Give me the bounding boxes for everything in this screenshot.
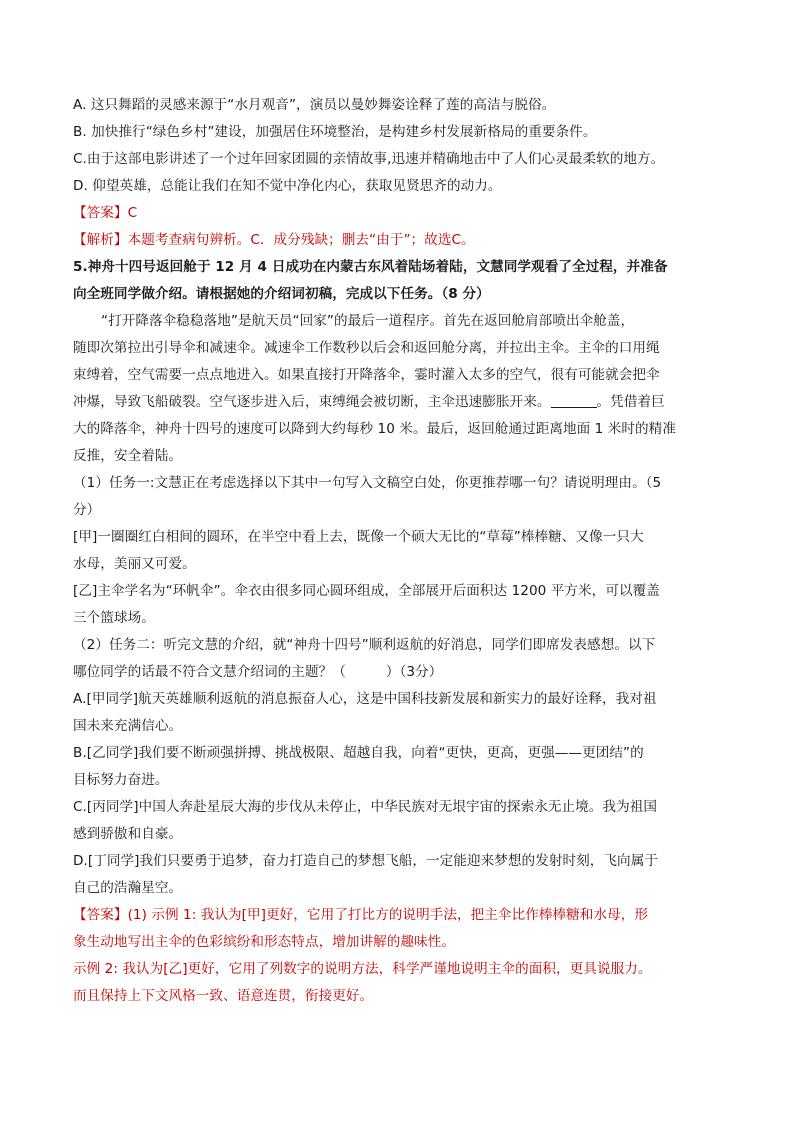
answer-prev — [73, 200, 713, 227]
fill-blank — [551, 393, 597, 408]
task-2-line2 — [73, 659, 713, 686]
analysis-prev — [73, 227, 713, 254]
option-jia-line2: 水母，美丽又可爱。 — [73, 556, 196, 572]
option-d-line1: D.[丁同学]我们只要勇于追梦，奋力打造自己的梦想飞船，一定能迎来梦想的发射时刻，飞向属于 — [73, 853, 658, 869]
passage-line: 随即次第拉出引导伞和减速伞。减速伞工作数秒以后会和返回舱分离，并拉出主伞。主伞的口用绳 — [73, 340, 660, 356]
passage-line: 大的降落伞，神舟十四号的速度可以降到大约每秒 10 米。最后，返回舱通过距离地面 1 米时的精准 — [73, 421, 676, 437]
task-1-line2: 分） — [73, 502, 101, 518]
answer-q5-line1 — [73, 902, 713, 929]
task-2-score: ）（3分） — [385, 664, 443, 680]
option-b-line2: 目标努力奋进。 — [73, 772, 169, 788]
analysis-text: 本题考查病句辨析。C．成分残缺；删去“由于”；故选C。 — [127, 232, 475, 248]
answer-q5-line4: 而且保持上下文风格一致、语意连贯，衔接更好。 — [73, 988, 374, 1004]
option-yi-line1: [乙]主伞学名为“环帆伞”。伞衣由很多同心圆环组成，全部展开后面积达 1200 平方米，可以覆盖 — [73, 583, 660, 599]
option-c-prev: C.由于这部电影讲述了一个过年回家团圆的亲情故事,迅速并精确地击中了人们心灵最柔软的地方。 — [73, 151, 665, 167]
passage-text: 冲爆，导致飞船破裂。空气逐步进入后，束缚绳会被切断，主伞迅速膨胀开来。 — [73, 394, 551, 410]
option-c-line1: C.[丙同学]中国人奔赴星辰大海的步伐从未停止，中华民族对无垠宇宙的探索永无止境。我为祖国 — [73, 799, 658, 815]
option-c-line2: 感到骄傲和自豪。 — [73, 826, 183, 842]
passage-line: “打开降落伞稳稳落地”是航天员“回家”的最后一道程序。首先在返回舱肩部喷出伞舱盖， — [101, 313, 635, 329]
question-5-title-line2: 向全班同学做介绍。请根据她的介绍词初稿，完成以下任务。（8 分） — [73, 286, 490, 302]
question-5-title-line1: 5.神舟十四号返回舱于 12 月 4 日成功在内蒙古东风着陆场着陆，文慧同学观看了全过程，并准备 — [73, 259, 668, 275]
option-yi-line2: 三个篮球场。 — [73, 610, 155, 626]
answer-q5-line2: 象生动地写出主伞的色彩缤纷和形态特点，增加讲解的趣味性。 — [73, 934, 456, 950]
option-a-line1: A.[甲同学]航天英雄顺利返航的消息振奋人心，这是中国科技新发展和新实力的最好诠释，我对祖 — [73, 691, 657, 707]
passage-line: 反推，安全着陆。 — [73, 448, 183, 464]
answer-label: 【答案】 — [73, 205, 128, 221]
task-2-text: 哪位同学的话最不符合文慧介绍词的主题？（ — [73, 664, 346, 680]
answer-text: (1) 示例 1: 我认为[甲]更好，它用了打比方的说明手法，把主伞比作棒棒糖和水母，形 — [127, 907, 649, 923]
answer-q5-line3: 示例 2: 我认为[乙]更好，它用了列数字的说明方法，科学严谨地说明主伞的面积，更具说服力。 — [73, 961, 652, 977]
task-2-line1: （2）任务二：听完文慧的介绍，就“神舟十四号”顺利返航的好消息，同学们即席发表感想。以下 — [73, 637, 656, 653]
passage-line: 束缚着，空气需要一点点地进入。如果直接打开降落伞，霎时灌入太多的空气，很有可能就会把伞 — [73, 367, 660, 383]
option-a-line2: 国未来充满信心。 — [73, 718, 183, 734]
passage-text: 。凭借着巨 — [596, 394, 665, 410]
answer-label: 【答案】 — [73, 907, 128, 923]
task-1-line1: （1）任务一:文慧正在考虑选择以下其中一句写入文稿空白处，你更推荐哪一句？请说明理由。（5 — [73, 475, 662, 491]
option-d-prev: D. 仰望英雄，总能让我们在知不觉中净化内心，获取见贤思齐的动力。 — [73, 178, 502, 194]
option-jia-line1: [甲]一圈圈红白相间的圆环，在半空中看上去，既像一个硕大无比的“草莓”棒棒糖、又像一只大 — [73, 529, 644, 545]
answer-value: C — [127, 205, 138, 221]
option-d-line2: 自己的浩瀚星空。 — [73, 880, 183, 896]
option-a-prev: A. 这只舞蹈的灵感来源于“水月观音”，演员以曼妙舞姿诠释了莲的高洁与脱俗。 — [73, 97, 556, 113]
analysis-label: 【解析】 — [73, 232, 128, 248]
option-b-prev: B. 加快推行“绿色乡村”建设，加强居住环境整治，是构建乡村发展新格局的重要条件。 — [73, 124, 597, 140]
passage-line-with-blank — [73, 389, 713, 416]
option-b-line1: B.[乙同学]我们要不断顽强拼搏、挑战极限、超越自我，向着“更快，更高，更强——更团结”的 — [73, 745, 644, 761]
document-page — [73, 92, 713, 1010]
